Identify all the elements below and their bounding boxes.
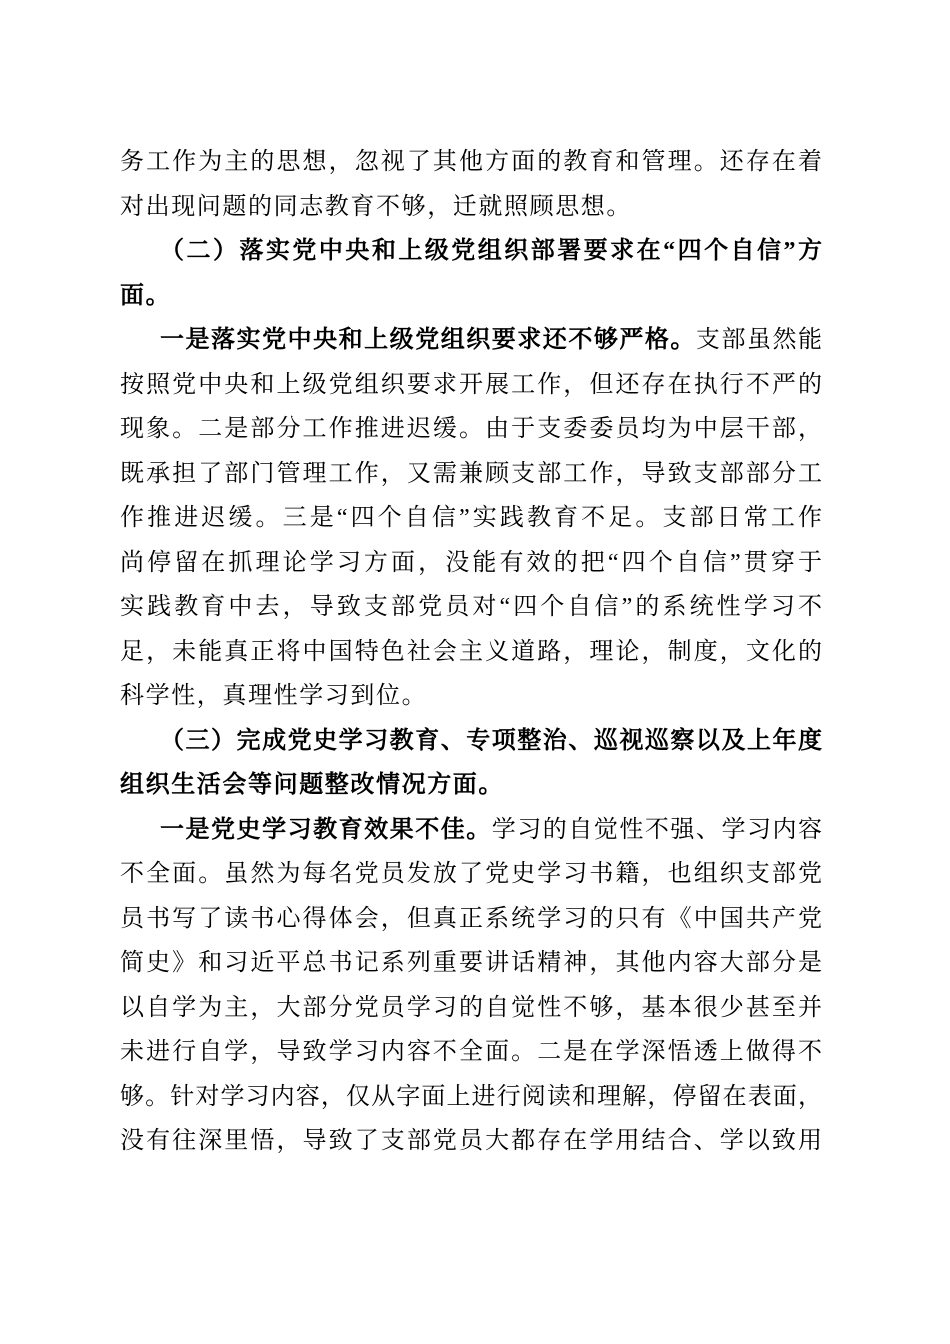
text-line: 尚停留在抓理论学习方面，没能有效的把“四个自信”贯穿于 — [120, 549, 822, 576]
text-line: 足，未能真正将中国特色社会主义道路，理论，制度，文化的 — [120, 638, 822, 665]
text-line: 作推进迟缓。三是“四个自信”实践教育不足。支部日常工作 — [120, 505, 822, 531]
section-3-heading — [120, 719, 822, 808]
text-line — [120, 318, 822, 363]
heading-line: （三）完成党史学习教育、专项整治、巡视巡察以及上年度 — [160, 727, 822, 754]
heading-line: 组织生活会等问题整改情况方面。 — [120, 772, 504, 798]
text-line: 未进行自学，导致学习内容不全面。二是在学深悟透上做得不 — [120, 1039, 822, 1065]
text-line: 简史》和习近平总书记系列重要讲话精神，其他内容大部分是 — [120, 950, 822, 976]
heading-line: （二）落实党中央和上级党组织部署要求在“四个自信”方 — [160, 238, 822, 264]
document-body — [120, 140, 822, 1164]
text-line — [120, 808, 822, 853]
text-line: 对出现问题的同志教育不够，迁就照顾思想。 — [120, 193, 632, 220]
paragraph-lead: 一是党史学习教育效果不佳。 — [160, 816, 492, 843]
text-line: 实践教育中去，导致支部党员对“四个自信”的系统性学习不 — [120, 594, 822, 620]
section-2-heading — [120, 229, 822, 318]
text-line: 既承担了部门管理工作，又需兼顾支部工作，导致支部部分工 — [120, 460, 822, 487]
text-line: 员书写了读书心得体会，但真正系统学习的只有《中国共产党 — [120, 905, 822, 932]
continuation-paragraph — [120, 140, 822, 229]
text-line: 按照党中央和上级党组织要求开展工作，但还存在执行不严的 — [120, 371, 822, 398]
text-line: 不全面。虽然为每名党员发放了党史学习书籍，也组织支部党 — [120, 861, 822, 887]
paragraph-lead: 一是落实党中央和上级党组织要求还不够严格。 — [160, 327, 696, 353]
text-line: 科学性，真理性学习到位。 — [120, 683, 428, 709]
paragraph-lead-rest: 支部虽然能 — [695, 327, 822, 353]
text-line: 以自学为主，大部分党员学习的自觉性不够，基本很少甚至并 — [120, 994, 822, 1021]
text-line: 现象。二是部分工作推进迟缓。由于支委委员均为中层干部， — [120, 416, 822, 442]
section-2-paragraph — [120, 318, 822, 719]
text-line: 够。针对学习内容，仅从字面上进行阅读和理解，停留在表面， — [120, 1083, 822, 1110]
text-line: 务工作为主的思想，忽视了其他方面的教育和管理。还存在着 — [120, 149, 822, 175]
heading-line: 面。 — [120, 282, 172, 309]
section-3-paragraph — [120, 808, 822, 1164]
paragraph-lead-rest: 学习的自觉性不强、学习内容 — [491, 816, 822, 843]
text-line: 没有往深里悟，导致了支部党员大都存在学用结合、学以致用 — [120, 1128, 822, 1154]
